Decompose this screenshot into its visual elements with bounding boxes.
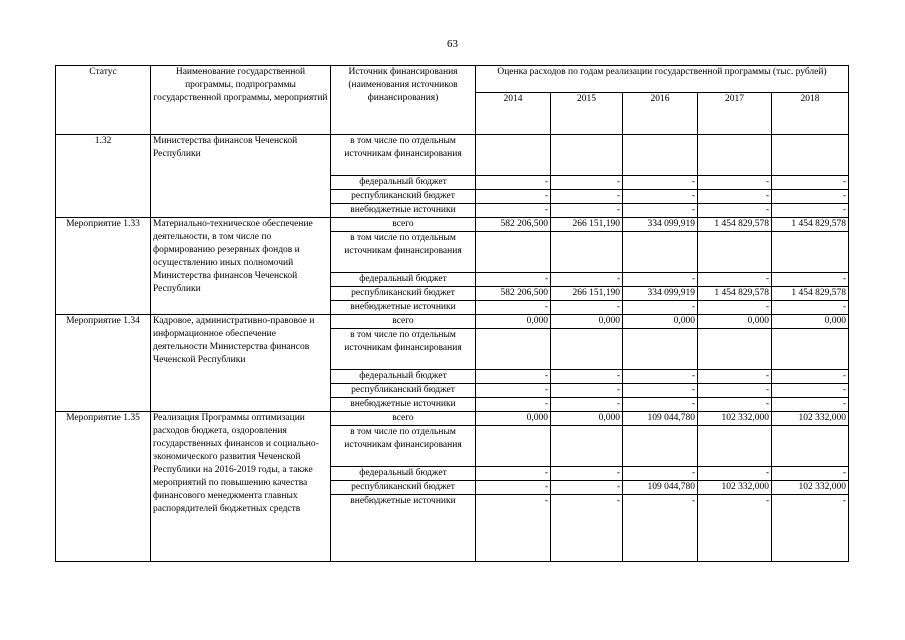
measure-name-cell: Реализация Программы оптимизации расходов бюджета, оздоровления государственных финансов и социально-экономического развития Чеченской Республики на 2016-2019 годы, а также мероприятий по повышению качества финансового менеджмента главных распорядителей бюджетных средств (151, 412, 331, 562)
source-cell: всего (331, 218, 476, 232)
value-cell: - (772, 301, 849, 315)
value-cell: - (623, 495, 698, 562)
value-cell: - (623, 190, 698, 204)
value-cell: 582 206,500 (476, 218, 551, 232)
source-cell: в том числе по отдельным источникам финансирования (331, 135, 476, 176)
value-cell: - (476, 370, 551, 384)
value-cell: - (476, 301, 551, 315)
value-cell: - (476, 204, 551, 218)
source-cell: федеральный бюджет (331, 370, 476, 384)
value-cell: 582 206,500 (476, 287, 551, 301)
status-cell: 1.32 (56, 135, 151, 218)
value-cell: - (623, 204, 698, 218)
header-source: Источник финансирования (наименования источников финансирования) (331, 66, 476, 135)
value-cell: - (551, 176, 623, 190)
value-cell: - (476, 398, 551, 412)
value-cell (698, 232, 772, 273)
value-cell (551, 426, 623, 467)
value-cell: 102 332,000 (772, 412, 849, 426)
value-cell (623, 426, 698, 467)
value-cell: - (551, 204, 623, 218)
page-number: 63 (447, 38, 458, 50)
table-body (56, 135, 849, 562)
value-cell (551, 232, 623, 273)
value-cell: - (772, 190, 849, 204)
value-cell: - (551, 370, 623, 384)
source-cell: республиканский бюджет (331, 384, 476, 398)
value-cell (623, 135, 698, 176)
header-year: 2018 (772, 93, 849, 135)
value-cell: 1 454 829,578 (772, 287, 849, 301)
value-cell: - (623, 176, 698, 190)
value-cell: - (772, 398, 849, 412)
header-year: 2017 (698, 93, 772, 135)
value-cell: - (623, 467, 698, 481)
value-cell: - (698, 204, 772, 218)
value-cell (698, 329, 772, 370)
value-cell (772, 232, 849, 273)
value-cell: - (698, 273, 772, 287)
value-cell: 0,000 (698, 315, 772, 329)
value-cell: 102 332,000 (698, 481, 772, 495)
source-cell: всего (331, 315, 476, 329)
value-cell: - (772, 384, 849, 398)
header-status: Статус (56, 66, 151, 135)
source-cell: в том числе по отдельным источникам финансирования (331, 329, 476, 370)
value-cell (772, 329, 849, 370)
value-cell: - (772, 370, 849, 384)
value-cell: - (551, 467, 623, 481)
header-name: Наименование государственной программы, подпрограммы государственной программы, мероприятий (151, 66, 331, 135)
value-cell: 1 454 829,578 (698, 218, 772, 232)
status-cell: Мероприятие 1.33 (56, 218, 151, 315)
header-year: 2016 (623, 93, 698, 135)
value-cell: - (476, 467, 551, 481)
value-cell: - (551, 398, 623, 412)
value-cell: 1 454 829,578 (772, 218, 849, 232)
source-cell: внебюджетные источники (331, 204, 476, 218)
value-cell: 0,000 (551, 412, 623, 426)
value-cell (551, 135, 623, 176)
value-cell: 109 044,780 (623, 481, 698, 495)
value-cell: 0,000 (476, 412, 551, 426)
value-cell (476, 426, 551, 467)
value-cell: 1 454 829,578 (698, 287, 772, 301)
source-cell: внебюджетные источники (331, 301, 476, 315)
value-cell: 0,000 (623, 315, 698, 329)
value-cell: - (772, 273, 849, 287)
value-cell: - (476, 273, 551, 287)
value-cell: 102 332,000 (698, 412, 772, 426)
value-cell: - (698, 301, 772, 315)
value-cell: 266 151,190 (551, 218, 623, 232)
source-cell: республиканский бюджет (331, 481, 476, 495)
value-cell: - (698, 176, 772, 190)
value-cell (551, 329, 623, 370)
value-cell: - (698, 467, 772, 481)
value-cell: 102 332,000 (772, 481, 849, 495)
source-cell: федеральный бюджет (331, 467, 476, 481)
value-cell: - (698, 398, 772, 412)
value-cell: - (476, 481, 551, 495)
table-header (56, 66, 849, 135)
value-cell: - (476, 176, 551, 190)
value-cell: - (623, 301, 698, 315)
value-cell: - (698, 495, 772, 562)
header-year: 2014 (476, 93, 551, 135)
value-cell: 0,000 (772, 315, 849, 329)
value-cell: 109 044,780 (623, 412, 698, 426)
value-cell (772, 135, 849, 176)
value-cell: - (772, 176, 849, 190)
value-cell: - (551, 384, 623, 398)
value-cell (476, 135, 551, 176)
value-cell: - (551, 495, 623, 562)
status-cell: Мероприятие 1.35 (56, 412, 151, 562)
measure-name-cell: Кадровое, административно-правовое и информационное обеспечение деятельности Министерства финансов Чеченской Республики (151, 315, 331, 412)
budget-table (55, 65, 849, 562)
source-cell: внебюджетные источники (331, 495, 476, 562)
source-cell: внебюджетные источники (331, 398, 476, 412)
value-cell (698, 426, 772, 467)
value-cell (772, 426, 849, 467)
source-cell: республиканский бюджет (331, 287, 476, 301)
value-cell (698, 135, 772, 176)
value-cell (476, 329, 551, 370)
value-cell (623, 232, 698, 273)
value-cell: - (476, 495, 551, 562)
source-cell: федеральный бюджет (331, 176, 476, 190)
value-cell: - (772, 204, 849, 218)
table-row (56, 135, 849, 176)
measure-name-cell: Министерства финансов Чеченской Республики (151, 135, 331, 218)
value-cell: - (551, 273, 623, 287)
table-row (56, 315, 849, 329)
value-cell: 0,000 (551, 315, 623, 329)
measure-name-cell: Материально-техническое обеспечение деятельности, в том числе по формированию резервных фондов и осуществлению иных полномочий Министерства финансов Чеченской Республики (151, 218, 331, 315)
value-cell: - (623, 370, 698, 384)
value-cell: 334 099,919 (623, 218, 698, 232)
value-cell: 266 151,190 (551, 287, 623, 301)
source-cell: республиканский бюджет (331, 190, 476, 204)
value-cell: - (476, 384, 551, 398)
source-cell: всего (331, 412, 476, 426)
value-cell: - (772, 467, 849, 481)
source-cell: в том числе по отдельным источникам финансирования (331, 426, 476, 467)
value-cell: - (623, 384, 698, 398)
value-cell (476, 232, 551, 273)
value-cell: - (698, 370, 772, 384)
table-row (56, 412, 849, 426)
value-cell: - (623, 273, 698, 287)
value-cell: 334 099,919 (623, 287, 698, 301)
value-cell: - (698, 190, 772, 204)
value-cell: - (476, 190, 551, 204)
table-row (56, 218, 849, 232)
source-cell: федеральный бюджет (331, 273, 476, 287)
header-estimate: Оценка расходов по годам реализации государственной программы (тыс. рублей) (476, 66, 849, 93)
value-cell: - (551, 481, 623, 495)
header-year: 2015 (551, 93, 623, 135)
value-cell: - (772, 495, 849, 562)
value-cell: - (551, 190, 623, 204)
value-cell: - (551, 301, 623, 315)
value-cell: - (623, 398, 698, 412)
status-cell: Мероприятие 1.34 (56, 315, 151, 412)
source-cell: в том числе по отдельным источникам финансирования (331, 232, 476, 273)
value-cell (623, 329, 698, 370)
value-cell: 0,000 (476, 315, 551, 329)
value-cell: - (698, 384, 772, 398)
